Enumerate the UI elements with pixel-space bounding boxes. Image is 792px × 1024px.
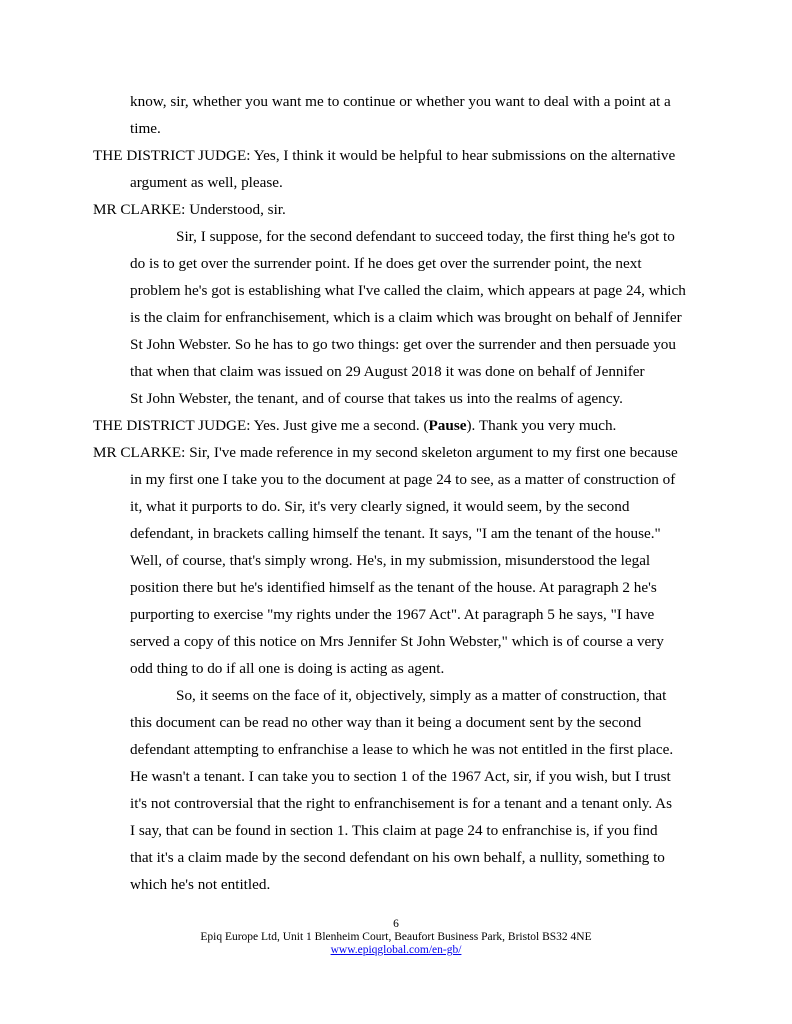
transcript-line: Well, of course, that's simply wrong. He's, in my submission, misunderstood the legal bbox=[130, 552, 651, 569]
transcript-line: served a copy of this notice on Mrs Jennifer St John Webster," which is of course a very bbox=[130, 633, 664, 650]
speaker-line-clarke: MR CLARKE: Understood, sir. bbox=[93, 201, 286, 218]
company-address: Epiq Europe Ltd, Unit 1 Blenheim Court, Beaufort Business Park, Bristol BS32 4NE bbox=[200, 931, 592, 943]
page-footer bbox=[0, 918, 792, 957]
page-number: 6 bbox=[393, 918, 399, 930]
transcript-line: it's not controversial that the right to enfranchisement is for a tenant and a tenant only. As bbox=[130, 795, 673, 812]
transcript-line: do is to get over the surrender point. If he does get over the surrender point, the next bbox=[130, 255, 642, 272]
transcript-line: I say, that can be found in section 1. This claim at page 24 to enfranchise is, if you find bbox=[130, 822, 658, 839]
transcript-line: this document can be read no other way than it being a document sent by the second bbox=[130, 714, 642, 731]
transcript-line: know, sir, whether you want me to continue or whether you want to deal with a point at a bbox=[130, 93, 671, 110]
transcript-line: problem he's got is establishing what I've called the claim, which appears at page 24, which bbox=[130, 282, 686, 299]
paragraph-start-line: Sir, I suppose, for the second defendant to succeed today, the first thing he's got to bbox=[176, 228, 675, 245]
pause-marker: Pause bbox=[428, 417, 467, 434]
transcript-line: in my first one I take you to the document at page 24 to see, as a matter of construction of bbox=[130, 471, 676, 488]
transcript-line: St John Webster. So he has to go two things: get over the surrender and then persuade you bbox=[130, 336, 676, 353]
transcript-line: is the claim for enfranchisement, which is a claim which was brought on behalf of Jennifer bbox=[130, 309, 682, 326]
transcript-line: that it's a claim made by the second defendant on his own behalf, a nullity, something to bbox=[130, 849, 665, 866]
transcript-line: He wasn't a tenant. I can take you to section 1 of the 1967 Act, sir, if you wish, but I trust bbox=[130, 768, 671, 785]
speaker-line-clarke: MR CLARKE: Sir, I've made reference in my second skeleton argument to my first one because bbox=[93, 444, 678, 461]
transcript-line: it, what it purports to do. Sir, it's very clearly signed, it would seem, by the second bbox=[130, 498, 630, 515]
line-text: THE DISTRICT JUDGE: Yes. Just give me a second. ( bbox=[93, 417, 429, 434]
transcript-line: argument as well, please. bbox=[130, 174, 283, 191]
transcript-line: which he's not entitled. bbox=[130, 876, 271, 893]
website-link[interactable]: www.epiqglobal.com/en-gb/ bbox=[330, 944, 462, 956]
transcript-line: defendant, in brackets calling himself the tenant. It says, "I am the tenant of the house." bbox=[130, 525, 661, 542]
transcript-line: odd thing to do if all one is doing is acting as agent. bbox=[130, 660, 445, 677]
transcript-line: purporting to exercise "my rights under the 1967 Act". At paragraph 5 he says, "I have bbox=[130, 606, 655, 623]
transcript-line: position there but he's identified himself as the tenant of the house. At paragraph 2 he's bbox=[130, 579, 657, 596]
speaker-line-judge bbox=[93, 412, 616, 439]
transcript-line: defendant attempting to enfranchise a lease to which he was not entitled in the first place. bbox=[130, 741, 674, 758]
transcript-line: St John Webster, the tenant, and of course that takes us into the realms of agency. bbox=[130, 390, 623, 407]
transcript-line: time. bbox=[130, 120, 161, 137]
speaker-line-judge: THE DISTRICT JUDGE: Yes, I think it would be helpful to hear submissions on the alternative bbox=[93, 147, 676, 164]
paragraph-start-line: So, it seems on the face of it, objectively, simply as a matter of construction, that bbox=[176, 687, 667, 704]
line-text: ). Thank you very much. bbox=[466, 417, 617, 434]
transcript-line: that when that claim was issued on 29 August 2018 it was done on behalf of Jennifer bbox=[130, 363, 645, 380]
